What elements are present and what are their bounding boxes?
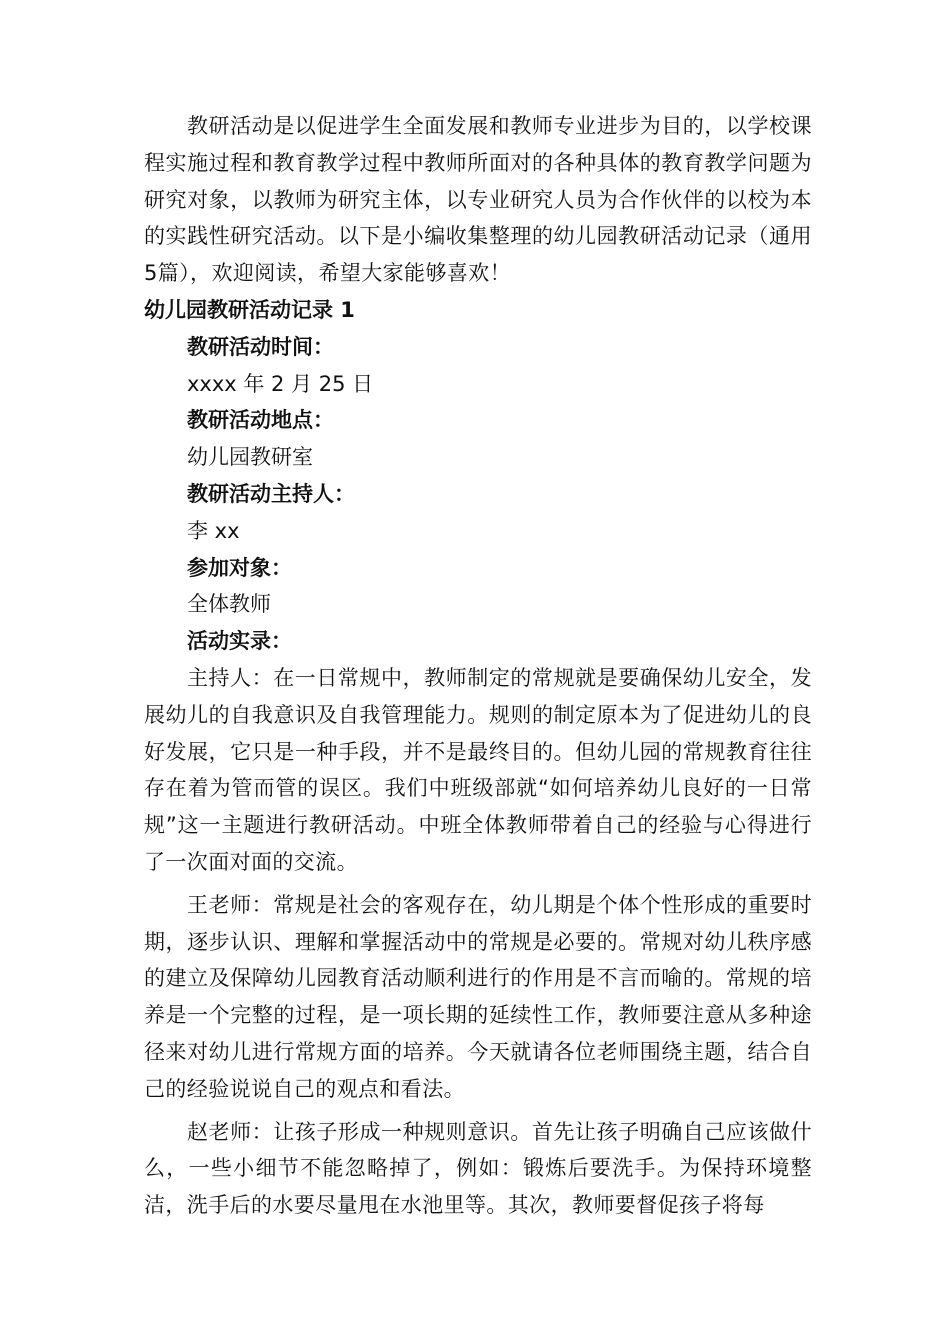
paragraph-host: 主持人：在一日常规中，教师制定的常规就是要确保幼儿安全，发展幼儿的自我意识及自我管理能力。规则的制定原本为了促进幼儿的良好发展，它只是一种手段，并不是最终目的。但幼儿园的常规教育往往存在着为管而管的误区。我们中班级部就“如何培养幼儿良好的一日常规”这一主题进行教研活动。中班全体教师带着自己的经验与心得进行了一次面对面的交流。: [144, 665, 812, 874]
record-label: 活动实录：: [187, 629, 292, 654]
section-title: 幼儿园教研活动记录 1: [144, 297, 355, 322]
field-label-time: 教研活动时间：: [187, 334, 334, 359]
field-value-time: xxxx 年 2 月 25 日: [187, 371, 374, 396]
field-label-participants: 参加对象：: [187, 555, 292, 580]
intro-paragraph: 教研活动是以促进学生全面发展和教师专业进步为目的，以学校课程实施过程和教育教学过程中教师所面对的各种具体的教育教学问题为研究对象，以教师为研究主体，以专业研究人员为合作伙伴的以校为本的实践性研究活动。以下是小编收集整理的幼儿园教研活动记录（通用5篇），欢迎阅读，希望大家能够喜欢！: [144, 114, 812, 286]
paragraph-teacher-wang: 王老师：常规是社会的客观存在，幼儿期是个体个性形成的重要时期，逐步认识、理解和掌握活动中的常规是必要的。常规对幼儿秩序感的建立及保障幼儿园教育活动顺利进行的作用是不言而喻的。常规的培养是一个完整的过程，是一项长期的延续性工作，教师要注意从多种途径来对幼儿进行常规方面的培养。今天就请各位老师围绕主题，结合自己的经验说说自己的观点和看法。: [144, 892, 812, 1101]
field-label-host: 教研活动主持人：: [187, 481, 355, 506]
document-page: [144, 108, 812, 1224]
field-label-location: 教研活动地点：: [187, 408, 334, 433]
paragraph-teacher-zhao: 赵老师：让孩子形成一种规则意识。首先让孩子明确自己应该做什么，一些小细节不能忽略掉了，例如：锻炼后要洗手。为保持环境整洁，洗手后的水要尽量甩在水池里等。其次，教师要督促孩子将每: [144, 1119, 812, 1218]
field-value-participants: 全体教师: [187, 592, 271, 617]
field-value-host: 李 xx: [187, 518, 240, 543]
field-value-location: 幼儿园教研室: [187, 445, 313, 470]
